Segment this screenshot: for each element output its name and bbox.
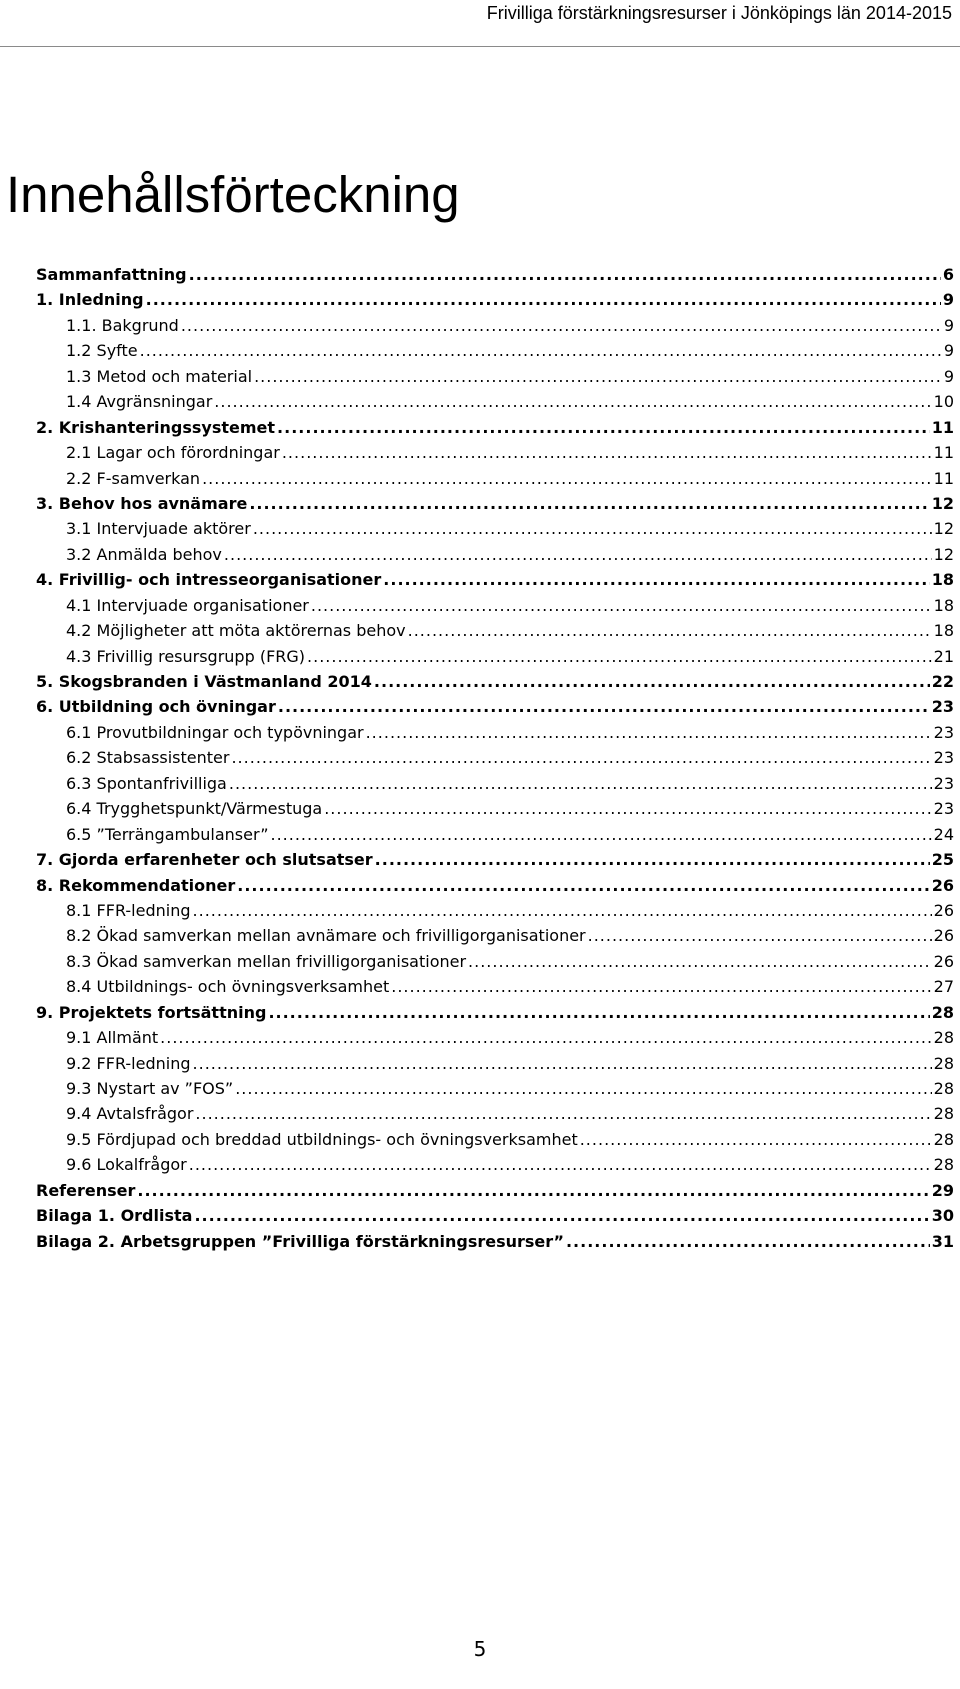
- toc-entry-title: 2.2 F-samverkan: [66, 468, 201, 488]
- toc-entry-page-number: 31: [931, 1231, 954, 1251]
- toc-entry[interactable]: [36, 923, 954, 948]
- toc-entry[interactable]: [36, 415, 954, 440]
- toc-entry-page-number: 9: [943, 315, 954, 335]
- dot-leader: [249, 491, 929, 516]
- toc-entry-page-number: 18: [933, 595, 954, 615]
- toc-entry-page-number: 23: [933, 748, 954, 768]
- toc-entry[interactable]: [36, 491, 954, 516]
- toc-entry-page-number: 28: [933, 1104, 954, 1124]
- toc-entry[interactable]: [36, 567, 954, 592]
- toc-entry-page-number: 18: [933, 621, 954, 641]
- toc-entry-page-number: 30: [931, 1206, 954, 1226]
- toc-entry-title: 6.1 Provutbildningar och typövningar: [66, 722, 364, 742]
- toc-entry-title: 4.1 Intervjuade organisationer: [66, 595, 309, 615]
- toc-entry[interactable]: [36, 1229, 954, 1254]
- toc-entry-page-number: 9: [943, 366, 954, 386]
- dot-leader: [160, 1025, 931, 1050]
- toc-entry-title: 9.3 Nystart av ”FOS”: [66, 1079, 234, 1098]
- toc-entry-title: 1.2 Syfte: [66, 341, 138, 361]
- toc-entry-page-number: 28: [933, 1053, 954, 1073]
- toc-entry[interactable]: [36, 974, 954, 999]
- toc-entry-title: 2.1 Lagar och förordningar: [66, 443, 280, 463]
- toc-entry-page-number: 12: [931, 493, 954, 513]
- toc-entry[interactable]: [36, 1152, 954, 1177]
- toc-entry[interactable]: [36, 364, 954, 389]
- dot-leader: [566, 1229, 930, 1254]
- toc-entry[interactable]: [36, 669, 954, 694]
- toc-entry-title: 9.5 Fördjupad och breddad utbildnings- och övningsverksamhet: [66, 1129, 578, 1149]
- toc-entry[interactable]: [36, 822, 954, 847]
- toc-entry-title: 8.4 Utbildnings- och övningsverksamhet: [66, 977, 390, 997]
- toc-entry-title: Bilaga 1. Ordlista: [36, 1206, 193, 1226]
- header-divider: [0, 46, 960, 47]
- dot-leader: [277, 415, 930, 440]
- toc-entry-page-number: 12: [933, 544, 954, 564]
- toc-entry-page-number: 27: [933, 977, 954, 997]
- toc-entry-title: 6.3 Spontanfrivilliga: [66, 773, 227, 793]
- dot-leader: [324, 796, 931, 821]
- dot-leader: [237, 873, 929, 898]
- toc-entry[interactable]: [36, 1051, 954, 1076]
- toc-entry-page-number: 28: [933, 1155, 954, 1175]
- toc-entry-title: 9.2 FFR-ledning: [66, 1053, 191, 1073]
- toc-entry-title: Referenser: [36, 1180, 136, 1200]
- dot-leader: [588, 923, 932, 948]
- dot-leader: [146, 287, 941, 312]
- dot-leader: [193, 898, 932, 923]
- toc-entry-title: 1.4 Avgränsningar: [66, 392, 213, 412]
- toc-entry-title: 6.4 Trygghetspunkt/Värmestuga: [66, 799, 323, 819]
- toc-entry-page-number: 10: [933, 392, 954, 412]
- dot-leader: [307, 644, 932, 669]
- dot-leader: [311, 593, 932, 618]
- toc-entry[interactable]: [36, 262, 954, 287]
- dot-leader: [468, 949, 932, 974]
- toc-entry-title: 1. Inledning: [36, 290, 144, 310]
- toc-entry[interactable]: [36, 720, 954, 745]
- dot-leader: [278, 694, 930, 719]
- dot-leader: [268, 1000, 929, 1025]
- dot-leader: [202, 466, 932, 491]
- toc-entry-page-number: 28: [933, 1129, 954, 1149]
- toc-entry-page-number: 18: [931, 570, 954, 590]
- toc-entry-page-number: 6: [942, 265, 954, 284]
- toc-entry-title: Bilaga 2. Arbetsgruppen ”Frivilliga förstärkningsresurser”: [36, 1231, 564, 1251]
- toc-entry-title: 6. Utbildning och övningar: [36, 697, 276, 717]
- toc-entry[interactable]: [36, 771, 954, 796]
- dot-leader: [374, 669, 930, 694]
- dot-leader: [580, 1127, 932, 1152]
- toc-entry-page-number: 9: [942, 290, 954, 310]
- toc-entry-title: 9.6 Lokalfrågor: [66, 1155, 187, 1175]
- toc-entry-title: 4.2 Möjligheter att möta aktörernas behov: [66, 621, 406, 641]
- toc-entry-page-number: 26: [933, 926, 954, 946]
- dot-leader: [189, 1152, 932, 1177]
- dot-leader: [383, 567, 929, 592]
- toc-entry[interactable]: [36, 694, 954, 719]
- toc-entry[interactable]: [36, 1000, 954, 1025]
- dot-leader: [140, 338, 942, 363]
- toc-entry[interactable]: [36, 338, 954, 363]
- toc-entry-page-number: 11: [931, 417, 954, 437]
- dot-leader: [253, 516, 932, 541]
- toc-entry[interactable]: [36, 796, 954, 821]
- dot-leader: [137, 1178, 929, 1203]
- toc-entry[interactable]: [36, 873, 954, 898]
- dot-leader: [271, 822, 932, 847]
- toc-entry-title: 1.3 Metod och material: [66, 366, 253, 386]
- toc-entry-page-number: 26: [931, 875, 954, 895]
- toc-entry-page-number: 23: [931, 697, 954, 717]
- dot-leader: [224, 542, 932, 567]
- toc-entry[interactable]: [36, 898, 954, 923]
- toc-entry[interactable]: [36, 542, 954, 567]
- toc-entry-page-number: 26: [933, 951, 954, 971]
- page-number: 5: [473, 1637, 487, 1661]
- dot-leader: [375, 847, 930, 872]
- toc-entry-page-number: 23: [933, 799, 954, 819]
- toc-entry[interactable]: [36, 745, 954, 770]
- toc-entry-page-number: 25: [931, 850, 954, 870]
- toc-entry-page-number: 12: [933, 519, 954, 539]
- toc-entry-page-number: 22: [931, 672, 954, 691]
- toc-entry-title: 7. Gjorda erfarenheter och slutsatser: [36, 850, 373, 870]
- dot-leader: [366, 720, 932, 745]
- dot-leader: [193, 1051, 932, 1076]
- toc-entry[interactable]: [36, 466, 954, 491]
- toc-entry[interactable]: [36, 618, 954, 643]
- table-of-contents: [36, 262, 954, 1254]
- toc-entry-title: 9.1 Allmänt: [66, 1028, 159, 1048]
- dot-leader: [181, 313, 942, 338]
- toc-entry[interactable]: [36, 1203, 954, 1228]
- toc-entry-title: 8. Rekommendationer: [36, 875, 236, 895]
- dot-leader: [235, 1076, 931, 1101]
- toc-entry-page-number: 21: [933, 646, 954, 666]
- toc-entry-title: 9. Projektets fortsättning: [36, 1002, 267, 1022]
- toc-entry[interactable]: [36, 287, 954, 312]
- toc-entry-title: 9.4 Avtalsfrågor: [66, 1104, 194, 1124]
- toc-entry[interactable]: [36, 516, 954, 541]
- toc-entry-title: 8.3 Ökad samverkan mellan frivilligorganisationer: [66, 951, 467, 971]
- toc-entry[interactable]: [36, 593, 954, 618]
- toc-entry-title: Sammanfattning: [36, 265, 187, 284]
- toc-entry-title: 8.1 FFR-ledning: [66, 900, 191, 920]
- toc-entry-page-number: 28: [931, 1002, 954, 1022]
- toc-entry-page-number: 23: [933, 773, 954, 793]
- toc-entry[interactable]: [36, 440, 954, 465]
- dot-leader: [391, 974, 931, 999]
- dot-leader: [408, 618, 932, 643]
- toc-entry-page-number: 23: [933, 722, 954, 742]
- toc-entry[interactable]: [36, 1127, 954, 1152]
- toc-entry-title: 4. Frivillig- och intresseorganisationer: [36, 570, 382, 590]
- toc-entry-title: 5. Skogsbranden i Västmanland 2014: [36, 672, 372, 691]
- toc-entry-title: 2. Krishanteringssystemet: [36, 417, 276, 437]
- dot-leader: [195, 1101, 931, 1126]
- toc-entry-page-number: 24: [933, 824, 954, 844]
- toc-entry-page-number: 11: [933, 443, 954, 463]
- toc-entry-title: 6.5 ”Terrängambulanser”: [66, 824, 269, 844]
- toc-entry-title: 4.3 Frivillig resursgrupp (FRG): [66, 646, 306, 666]
- toc-entry-title: 3.1 Intervjuade aktörer: [66, 519, 251, 539]
- dot-leader: [189, 262, 941, 287]
- toc-entry-page-number: 11: [933, 468, 954, 488]
- toc-entry[interactable]: [36, 389, 954, 414]
- toc-entry-page-number: 28: [933, 1079, 954, 1098]
- toc-entry[interactable]: [36, 847, 954, 872]
- dot-leader: [282, 440, 932, 465]
- toc-entry-page-number: 28: [933, 1028, 954, 1048]
- dot-leader: [214, 389, 931, 414]
- dot-leader: [231, 745, 931, 770]
- toc-entry[interactable]: [36, 1178, 954, 1203]
- toc-entry[interactable]: [36, 644, 954, 669]
- toc-entry-page-number: 26: [933, 900, 954, 920]
- toc-entry[interactable]: [36, 949, 954, 974]
- toc-entry-page-number: 9: [943, 341, 954, 361]
- running-header: Frivilliga förstärkningsresurser i Jönköpings län 2014-2015: [486, 3, 952, 23]
- dot-leader: [194, 1203, 929, 1228]
- toc-entry-page-number: 29: [931, 1180, 954, 1200]
- toc-entry-title: 6.2 Stabsassistenter: [66, 748, 230, 768]
- toc-entry[interactable]: [36, 313, 954, 338]
- toc-entry[interactable]: [36, 1101, 954, 1126]
- dot-leader: [229, 771, 932, 796]
- toc-entry-title: 8.2 Ökad samverkan mellan avnämare och frivilligorganisationer: [66, 926, 586, 946]
- toc-entry-title: 3. Behov hos avnämare: [36, 493, 248, 513]
- toc-entry-title: 1.1. Bakgrund: [66, 315, 179, 335]
- page-title: Innehållsförteckning: [6, 166, 460, 223]
- toc-entry[interactable]: [36, 1025, 954, 1050]
- toc-entry-title: 3.2 Anmälda behov: [66, 544, 222, 564]
- toc-entry[interactable]: [36, 1076, 954, 1101]
- dot-leader: [254, 364, 942, 389]
